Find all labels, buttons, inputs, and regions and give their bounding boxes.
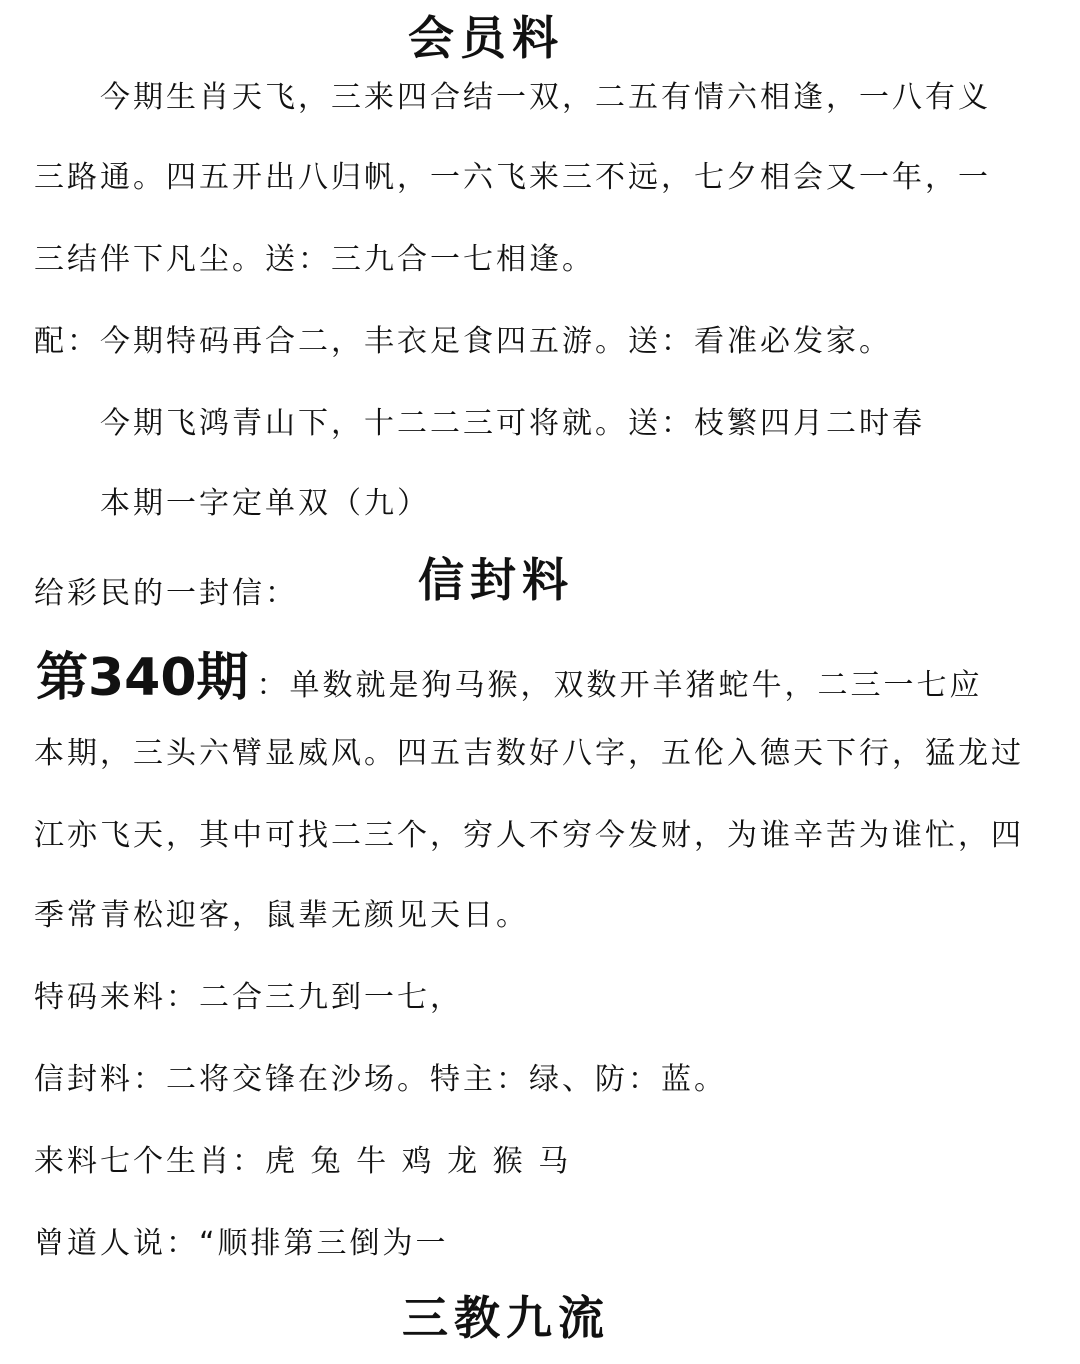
section-title-xinfeng: 信封料 — [418, 553, 574, 607]
issue-line — [36, 648, 983, 716]
section-title-sanjiao: 三教九流 — [402, 1291, 610, 1345]
huiyuan-line-2: 三路通。四五开出八归帆，一六飞来三不远，七夕相会又一年，一 — [34, 160, 991, 195]
section-title-huiyuan: 会员料 — [408, 11, 564, 65]
huiyuan-line-3: 三结伴下凡尘。送：三九合一七相逢。 — [34, 242, 595, 277]
xinfeng-line-1: 本期，三头六臂显威风。四五吉数好八字，五伦入德天下行，猛龙过 — [34, 736, 1024, 771]
letter-label: 给彩民的一封信： — [34, 576, 298, 611]
huiyuan-line-1: 今期生肖天飞，三来四合结一双，二五有情六相逢，一八有义 — [100, 80, 991, 115]
issue-number: 第340期 — [36, 648, 249, 708]
huiyuan-line-6: 本期一字定单双（九） — [100, 486, 430, 521]
huiyuan-line-4: 配：今期特码再合二，丰衣足食四五游。送：看准必发家。 — [34, 324, 892, 359]
xinfeng-line-5: 信封料：二将交锋在沙场。特主：绿、防：蓝。 — [34, 1062, 727, 1097]
xinfeng-line-2: 江亦飞天，其中可找二三个，穷人不穷今发财，为谁辛苦为谁忙，四 — [34, 818, 1024, 853]
xinfeng-line-4: 特码来料：二合三九到一七， — [34, 980, 463, 1015]
huiyuan-line-5: 今期飞鸿青山下，十二二三可将就。送：枝繁四月二时春 — [100, 406, 925, 441]
issue-line-text: ：单数就是狗马猴，双数开羊猪蛇牛，二三一七应 — [256, 668, 983, 703]
xinfeng-line-6: 来料七个生肖：虎 兔 牛 鸡 龙 猴 马 — [34, 1144, 572, 1179]
xinfeng-line-3: 季常青松迎客，鼠辈无颜见天日。 — [34, 898, 529, 933]
xinfeng-line-7: 曾道人说：“顺排第三倒为一 — [34, 1226, 449, 1261]
